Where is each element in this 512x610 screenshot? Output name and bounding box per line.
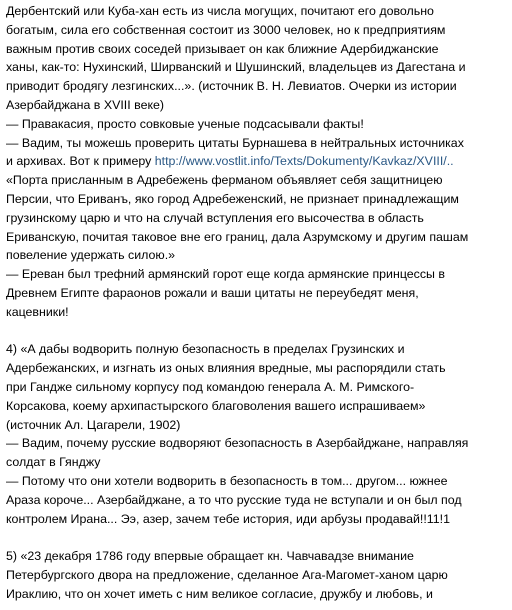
- text-line: (источник Ал. Цагарели, 1902): [6, 417, 181, 432]
- text-line: 5) «23 декабря 1786 году впервые обращает кн. Чавчавадзе внимание: [6, 549, 414, 564]
- link-line: [6, 152, 506, 171]
- text-line: ханы, как-то: Нухинский, Ширванский и Шушинский, владельцев из Дагестана и: [6, 60, 466, 75]
- text-line: — Правакасия, просто совковые ученые подсасывали факты!: [6, 116, 364, 131]
- text-line: Адербежанских, и изгнать из оных влияния вредные, мы распорядили стать: [6, 361, 446, 376]
- text-line: — Ереван был трефний армянский горот еще когда армянские принцессы в: [6, 267, 445, 282]
- text-line: — Вадим, ты можешь проверить цитаты Бурнашева в нейтральных источниках: [6, 135, 464, 150]
- source-link[interactable]: http://www.vostlit.info/Texts/Dokumenty/Kavkaz/XVIII/..: [154, 154, 454, 169]
- text-line: кацевники!: [6, 304, 69, 319]
- link-prefix-text: и архивах. Вот к примеру: [6, 154, 155, 169]
- text-line: Азербайджана в XVIII веке): [6, 97, 165, 112]
- text-line: солдат в Гянджу: [6, 455, 101, 470]
- text-line: богатым, сила его собственная состоит из 3000 человек, но к предприятиям: [6, 22, 446, 37]
- text-line: Ериванскую, почитая таковое вне его границ, дала Азрумскому и другим пашам: [6, 229, 469, 244]
- text-line: контролем Ирана... Ээ, азер, зачем тебе история, иди арбузы продавай!!11!1: [6, 511, 450, 526]
- text-line: Петербургского двора на предложение, сделанное Ага-Магомет-ханом царю: [6, 567, 448, 582]
- text-line: 4) «А дабы водворить полную безопасность в пределах Грузинских и: [6, 342, 405, 357]
- text-line: при Гандже сильному корпусу под командою генерала А. М. Римского-: [6, 379, 415, 394]
- text-line: грузинскому царю и что на случай вступления его высочества в область: [6, 210, 424, 225]
- text-line: — Вадим, почему русские водворяют безопасность в Азербайджане, направляя: [6, 436, 469, 451]
- text-line: — Потому что они хотели водворить в безопасность в том... другом... южнее: [6, 473, 448, 488]
- text-line: Ираклию, что он хочет иметь с ним великое согласие, дружбу и любовь, и: [6, 586, 433, 601]
- text-line: Древнем Египте фараонов рожали и ваши цитаты не переубедят меня,: [6, 285, 419, 300]
- paragraph-spacer: [6, 528, 506, 547]
- text-line: важным против своих соседей призывает он как ближние Адербиджанские: [6, 41, 439, 56]
- paragraph-spacer: [6, 322, 506, 341]
- text-line: Корсакова, коему архипастырского благоволения вашего испрашиваем»: [6, 398, 426, 413]
- text-line: приводит бродягу лезгинских...». (источник В. Н. Левиатов. Очерки из истории: [6, 79, 457, 94]
- text-line: Персии, что Ериванъ, яко город Адребеженский, не признает принадлежащим: [6, 191, 459, 206]
- text-line: Араза короче... Азербайджане, а то что русские туда не вступали и он был под: [6, 492, 462, 507]
- text-line: Дербентский или Куба-хан есть из числа могущих, почитают его довольно: [6, 4, 434, 18]
- text-line: «Порта присланным в Адребежень ферманом объявляет себя защитницею: [6, 173, 443, 188]
- text-line: повеление удержать силою.»: [6, 248, 176, 263]
